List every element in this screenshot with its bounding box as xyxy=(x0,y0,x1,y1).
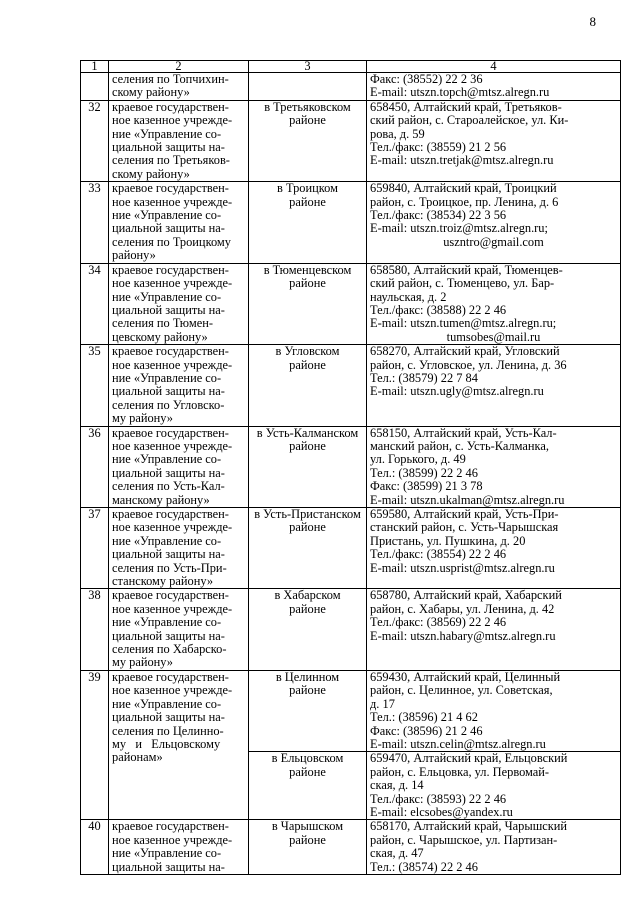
cell-line: ние «Управление со- xyxy=(112,615,222,630)
table-header xyxy=(81,61,621,73)
cell-line: районе xyxy=(289,113,326,128)
organization-name xyxy=(109,345,249,426)
cell-line: 658170, Алтайский край, Чарышский xyxy=(370,819,568,834)
row-number: 34 xyxy=(81,263,109,344)
district xyxy=(249,426,367,507)
district xyxy=(249,752,367,820)
table-row xyxy=(81,182,621,263)
cell-line: ние «Управление со- xyxy=(112,452,222,467)
contact-info xyxy=(367,182,621,263)
cell-line: циальной защиты на- xyxy=(112,140,225,155)
cell-line: 659470, Алтайский край, Ельцовский xyxy=(370,751,568,766)
contact-info xyxy=(367,820,621,875)
cell-line: краевое государствен- xyxy=(112,507,229,521)
organization-name xyxy=(109,820,249,875)
cell-line: ное казенное учрежде- xyxy=(112,438,233,453)
cell-line: рова, д. 59 xyxy=(370,126,425,141)
cell-line: районе xyxy=(289,764,326,779)
cell-line: E-mail: utszn.troiz@mtsz.alregn.ru; xyxy=(370,221,548,236)
row-number: 33 xyxy=(81,182,109,263)
cell-line: E-mail: utszn.tumen@mtsz.alregn.ru; xyxy=(370,316,557,331)
table-row xyxy=(81,508,621,589)
cell-line: циальной защиты на- xyxy=(112,221,225,236)
cell-line: E-mail: utszn.habary@mtsz.alregn.ru xyxy=(370,628,556,643)
row-number xyxy=(81,73,109,101)
cell-line: краевое государствен- xyxy=(112,426,229,440)
cell-line: ное казенное учрежде- xyxy=(112,601,233,616)
cell-line: район, с. Угловское, ул. Ленина, д. 36 xyxy=(370,357,567,372)
table-body xyxy=(81,73,621,875)
cell-line: району» xyxy=(112,248,156,263)
cell-line: Тел./факс: (38559) 21 2 56 xyxy=(370,140,507,155)
cell-line: район, с. Чарышское, ул. Партизан- xyxy=(370,832,558,847)
cell-line: ский район, с. Староалейское, ул. Ки- xyxy=(370,113,569,128)
cell-line: ский район, с. Тюменцево, ул. Бар- xyxy=(370,276,555,291)
contact-info xyxy=(367,73,621,101)
cell-line: ное казенное учрежде- xyxy=(112,276,233,291)
cell-line: скому району» xyxy=(112,166,190,181)
cell-line: станскому району» xyxy=(112,574,214,589)
cell-line: ние «Управление со- xyxy=(112,126,222,141)
cell-line: селения по Топчихин- xyxy=(112,72,229,86)
table-row xyxy=(81,345,621,426)
cell-line: селения по Третьяков- xyxy=(112,153,230,168)
cell-line: Факс: (38552) 22 2 36 xyxy=(370,72,483,86)
institutions-table xyxy=(80,60,621,875)
cell-line: ние «Управление со- xyxy=(112,289,222,304)
cell-line: E-mail: utszn.tretjak@mtsz.alregn.ru xyxy=(370,153,554,168)
cell-line: ное казенное учрежде- xyxy=(112,194,233,209)
cell-line: 658580, Алтайский край, Тюменцев- xyxy=(370,263,563,277)
cell-line: 658270, Алтайский край, Угловский xyxy=(370,344,560,359)
organization-name xyxy=(109,670,249,819)
cell-line: циальной защиты на- xyxy=(112,302,225,317)
district xyxy=(249,182,367,263)
table-row xyxy=(81,670,621,751)
row-number: 40 xyxy=(81,820,109,875)
cell-line: в Усть-Пристанском xyxy=(254,507,361,521)
cell-line: в Тюменцевском xyxy=(263,263,352,277)
cell-line: ская, д. 47 xyxy=(370,846,424,861)
cell-line: район, с. Троицкое, пр. Ленина, д. 6 xyxy=(370,194,559,209)
cell-line: в Чарышском xyxy=(271,819,344,834)
cell-line: Пристань, ул. Пушкина, д. 20 xyxy=(370,533,526,548)
cell-line: Тел./факс: (38569) 22 2 46 xyxy=(370,615,507,630)
cell-line: краевое государствен- xyxy=(112,344,229,359)
cell-line: селения по Усть-Кал- xyxy=(112,479,225,494)
district xyxy=(249,345,367,426)
row-number: 39 xyxy=(81,670,109,819)
cell-line: краевое государствен- xyxy=(112,181,229,196)
cell-line: районе xyxy=(289,683,326,698)
district xyxy=(249,508,367,589)
district xyxy=(249,670,367,751)
secondary-email: uszntro@gmail.com xyxy=(443,234,544,249)
row-number: 38 xyxy=(81,589,109,670)
cell-line: район, с. Целинное, ул. Советская, xyxy=(370,683,553,698)
cell-line: район, с. Хабары, ул. Ленина, д. 42 xyxy=(370,601,555,616)
cell-line: районе xyxy=(289,438,326,453)
district xyxy=(249,73,367,101)
cell-line: в Третьяковском xyxy=(264,100,351,114)
contact-info xyxy=(367,670,621,751)
cell-line: циальной защиты на- xyxy=(112,628,225,643)
cell-line: районе xyxy=(289,194,326,209)
cell-line: краевое государствен- xyxy=(112,100,229,114)
cell-line: ное казенное учрежде- xyxy=(112,832,233,847)
cell-line: ул. Горького, д. 49 xyxy=(370,452,466,467)
cell-line: му и Ельцовскому xyxy=(112,736,221,751)
table-row xyxy=(81,263,621,344)
table-row xyxy=(81,73,621,101)
cell-line: ное казенное учрежде- xyxy=(112,520,233,535)
cell-line: ное казенное учрежде- xyxy=(112,113,233,128)
cell-line: циальной защиты на- xyxy=(112,465,225,480)
cell-line: краевое государствен- xyxy=(112,819,229,834)
cell-line: краевое государствен- xyxy=(112,588,229,603)
cell-line: ное казенное учрежде- xyxy=(112,357,233,372)
cell-line: E-mail: utszn.usprist@mtsz.alregn.ru xyxy=(370,560,555,575)
cell-line: скому району» xyxy=(112,85,190,100)
cell-line: районе xyxy=(289,832,326,847)
cell-line: ние «Управление со- xyxy=(112,846,222,861)
contact-info xyxy=(367,100,621,181)
cell-line: циальной защиты на- xyxy=(112,384,225,399)
table-row xyxy=(81,589,621,670)
contact-info xyxy=(367,589,621,670)
cell-line: Тел.: (38596) 21 4 62 xyxy=(370,710,478,725)
cell-line: краевое государствен- xyxy=(112,263,229,277)
cell-line: селения по Троицкому xyxy=(112,234,231,249)
contact-info xyxy=(367,508,621,589)
cell-line: циальной защиты на- xyxy=(112,859,225,874)
cell-line: циальной защиты на- xyxy=(112,547,225,562)
cell-line: наульская, д. 2 xyxy=(370,289,447,304)
cell-line: ние «Управление со- xyxy=(112,208,222,223)
cell-line: станский район, с. Усть-Чарышская xyxy=(370,520,559,535)
district xyxy=(249,820,367,875)
cell-line: ние «Управление со- xyxy=(112,696,222,711)
cell-line: Тел.: (38574) 22 2 46 xyxy=(370,859,478,874)
organization-name xyxy=(109,73,249,101)
cell-line: селения по Угловско- xyxy=(112,397,225,412)
cell-line: ние «Управление со- xyxy=(112,370,222,385)
row-number: 35 xyxy=(81,345,109,426)
organization-name xyxy=(109,426,249,507)
cell-line: в Ельцовском xyxy=(271,751,344,766)
cell-line: E-mail: utszn.ugly@mtsz.alregn.ru xyxy=(370,384,544,399)
cell-line: ская, д. 14 xyxy=(370,778,424,793)
cell-line: Тел.: (38579) 22 7 84 xyxy=(370,370,478,385)
cell-line: E-mail: utszn.ukalman@mtsz.alregn.ru xyxy=(370,492,565,507)
cell-line: 659430, Алтайский край, Целинный xyxy=(370,670,561,684)
cell-line: Факс: (38596) 21 2 46 xyxy=(370,723,483,738)
cell-line: селения по Усть-При- xyxy=(112,560,227,575)
cell-line: в Троицком xyxy=(277,181,338,196)
cell-line: в Хабарском xyxy=(274,588,341,603)
row-number: 32 xyxy=(81,100,109,181)
contact-info xyxy=(367,752,621,820)
row-number: 36 xyxy=(81,426,109,507)
column-header-3: 3 xyxy=(249,61,367,73)
page-number: 8 xyxy=(589,14,596,29)
organization-name xyxy=(109,263,249,344)
cell-line: районе xyxy=(289,276,326,291)
cell-line: манскому району» xyxy=(112,492,210,507)
cell-line: 659580, Алтайский край, Усть-При- xyxy=(370,507,559,521)
cell-line: краевое государствен- xyxy=(112,670,229,684)
cell-line: в Угловском xyxy=(275,344,340,359)
cell-line: манский район, с. Усть-Калманка, xyxy=(370,438,549,453)
cell-line: Тел.: (38599) 22 2 46 xyxy=(370,465,478,480)
secondary-email: tumsobes@mail.ru xyxy=(446,329,541,344)
cell-line: Тел./факс: (38534) 22 3 56 xyxy=(370,208,507,223)
cell-line: му району» xyxy=(112,655,173,670)
district xyxy=(249,100,367,181)
cell-line: районам» xyxy=(112,750,163,765)
cell-line: 659840, Алтайский край, Троицкий xyxy=(370,181,557,196)
district xyxy=(249,263,367,344)
organization-name xyxy=(109,589,249,670)
cell-line: E-mail: utszn.topch@mtsz.alregn.ru xyxy=(370,85,550,100)
cell-line: селения по Тюмен- xyxy=(112,316,213,331)
cell-line: му району» xyxy=(112,411,173,426)
row-number: 37 xyxy=(81,508,109,589)
cell-line: Факс: (38599) 21 3 78 xyxy=(370,479,483,494)
cell-line: в Целинном xyxy=(275,670,340,684)
cell-line: E-mail: elcsobes@yandex.ru xyxy=(370,804,513,819)
cell-line: селения по Целинно- xyxy=(112,723,224,738)
cell-line: Тел./факс: (38593) 22 2 46 xyxy=(370,791,507,806)
contact-info xyxy=(367,345,621,426)
cell-line: цевскому району» xyxy=(112,329,208,344)
organization-name xyxy=(109,182,249,263)
cell-line: Тел./факс: (38588) 22 2 46 xyxy=(370,302,507,317)
organization-name xyxy=(109,100,249,181)
column-header-4: 4 xyxy=(367,61,621,73)
column-header-1: 1 xyxy=(81,61,109,73)
cell-line: ное казенное учрежде- xyxy=(112,683,233,698)
cell-line: Тел./факс: (38554) 22 2 46 xyxy=(370,547,507,562)
cell-line: E-mail: utszn.celin@mtsz.alregn.ru xyxy=(370,736,546,751)
table-row xyxy=(81,100,621,181)
cell-line: 658450, Алтайский край, Третьяков- xyxy=(370,100,562,114)
cell-line: районе xyxy=(289,601,326,616)
column-header-2: 2 xyxy=(109,61,249,73)
table-row xyxy=(81,820,621,875)
contact-info xyxy=(367,426,621,507)
cell-line: районе xyxy=(289,520,326,535)
cell-line: селения по Хабарско- xyxy=(112,642,227,657)
cell-line: в Усть-Калманском xyxy=(256,426,359,440)
cell-line: район, с. Ельцовка, ул. Первомай- xyxy=(370,764,550,779)
table-row xyxy=(81,426,621,507)
cell-line: циальной защиты на- xyxy=(112,710,225,725)
cell-line: д. 17 xyxy=(370,696,395,711)
district xyxy=(249,589,367,670)
cell-line: 658780, Алтайский край, Хабарский xyxy=(370,588,562,603)
cell-line: ние «Управление со- xyxy=(112,533,222,548)
organization-name xyxy=(109,508,249,589)
contact-info xyxy=(367,263,621,344)
cell-line: 658150, Алтайский край, Усть-Кал- xyxy=(370,426,557,440)
cell-line: районе xyxy=(289,357,326,372)
